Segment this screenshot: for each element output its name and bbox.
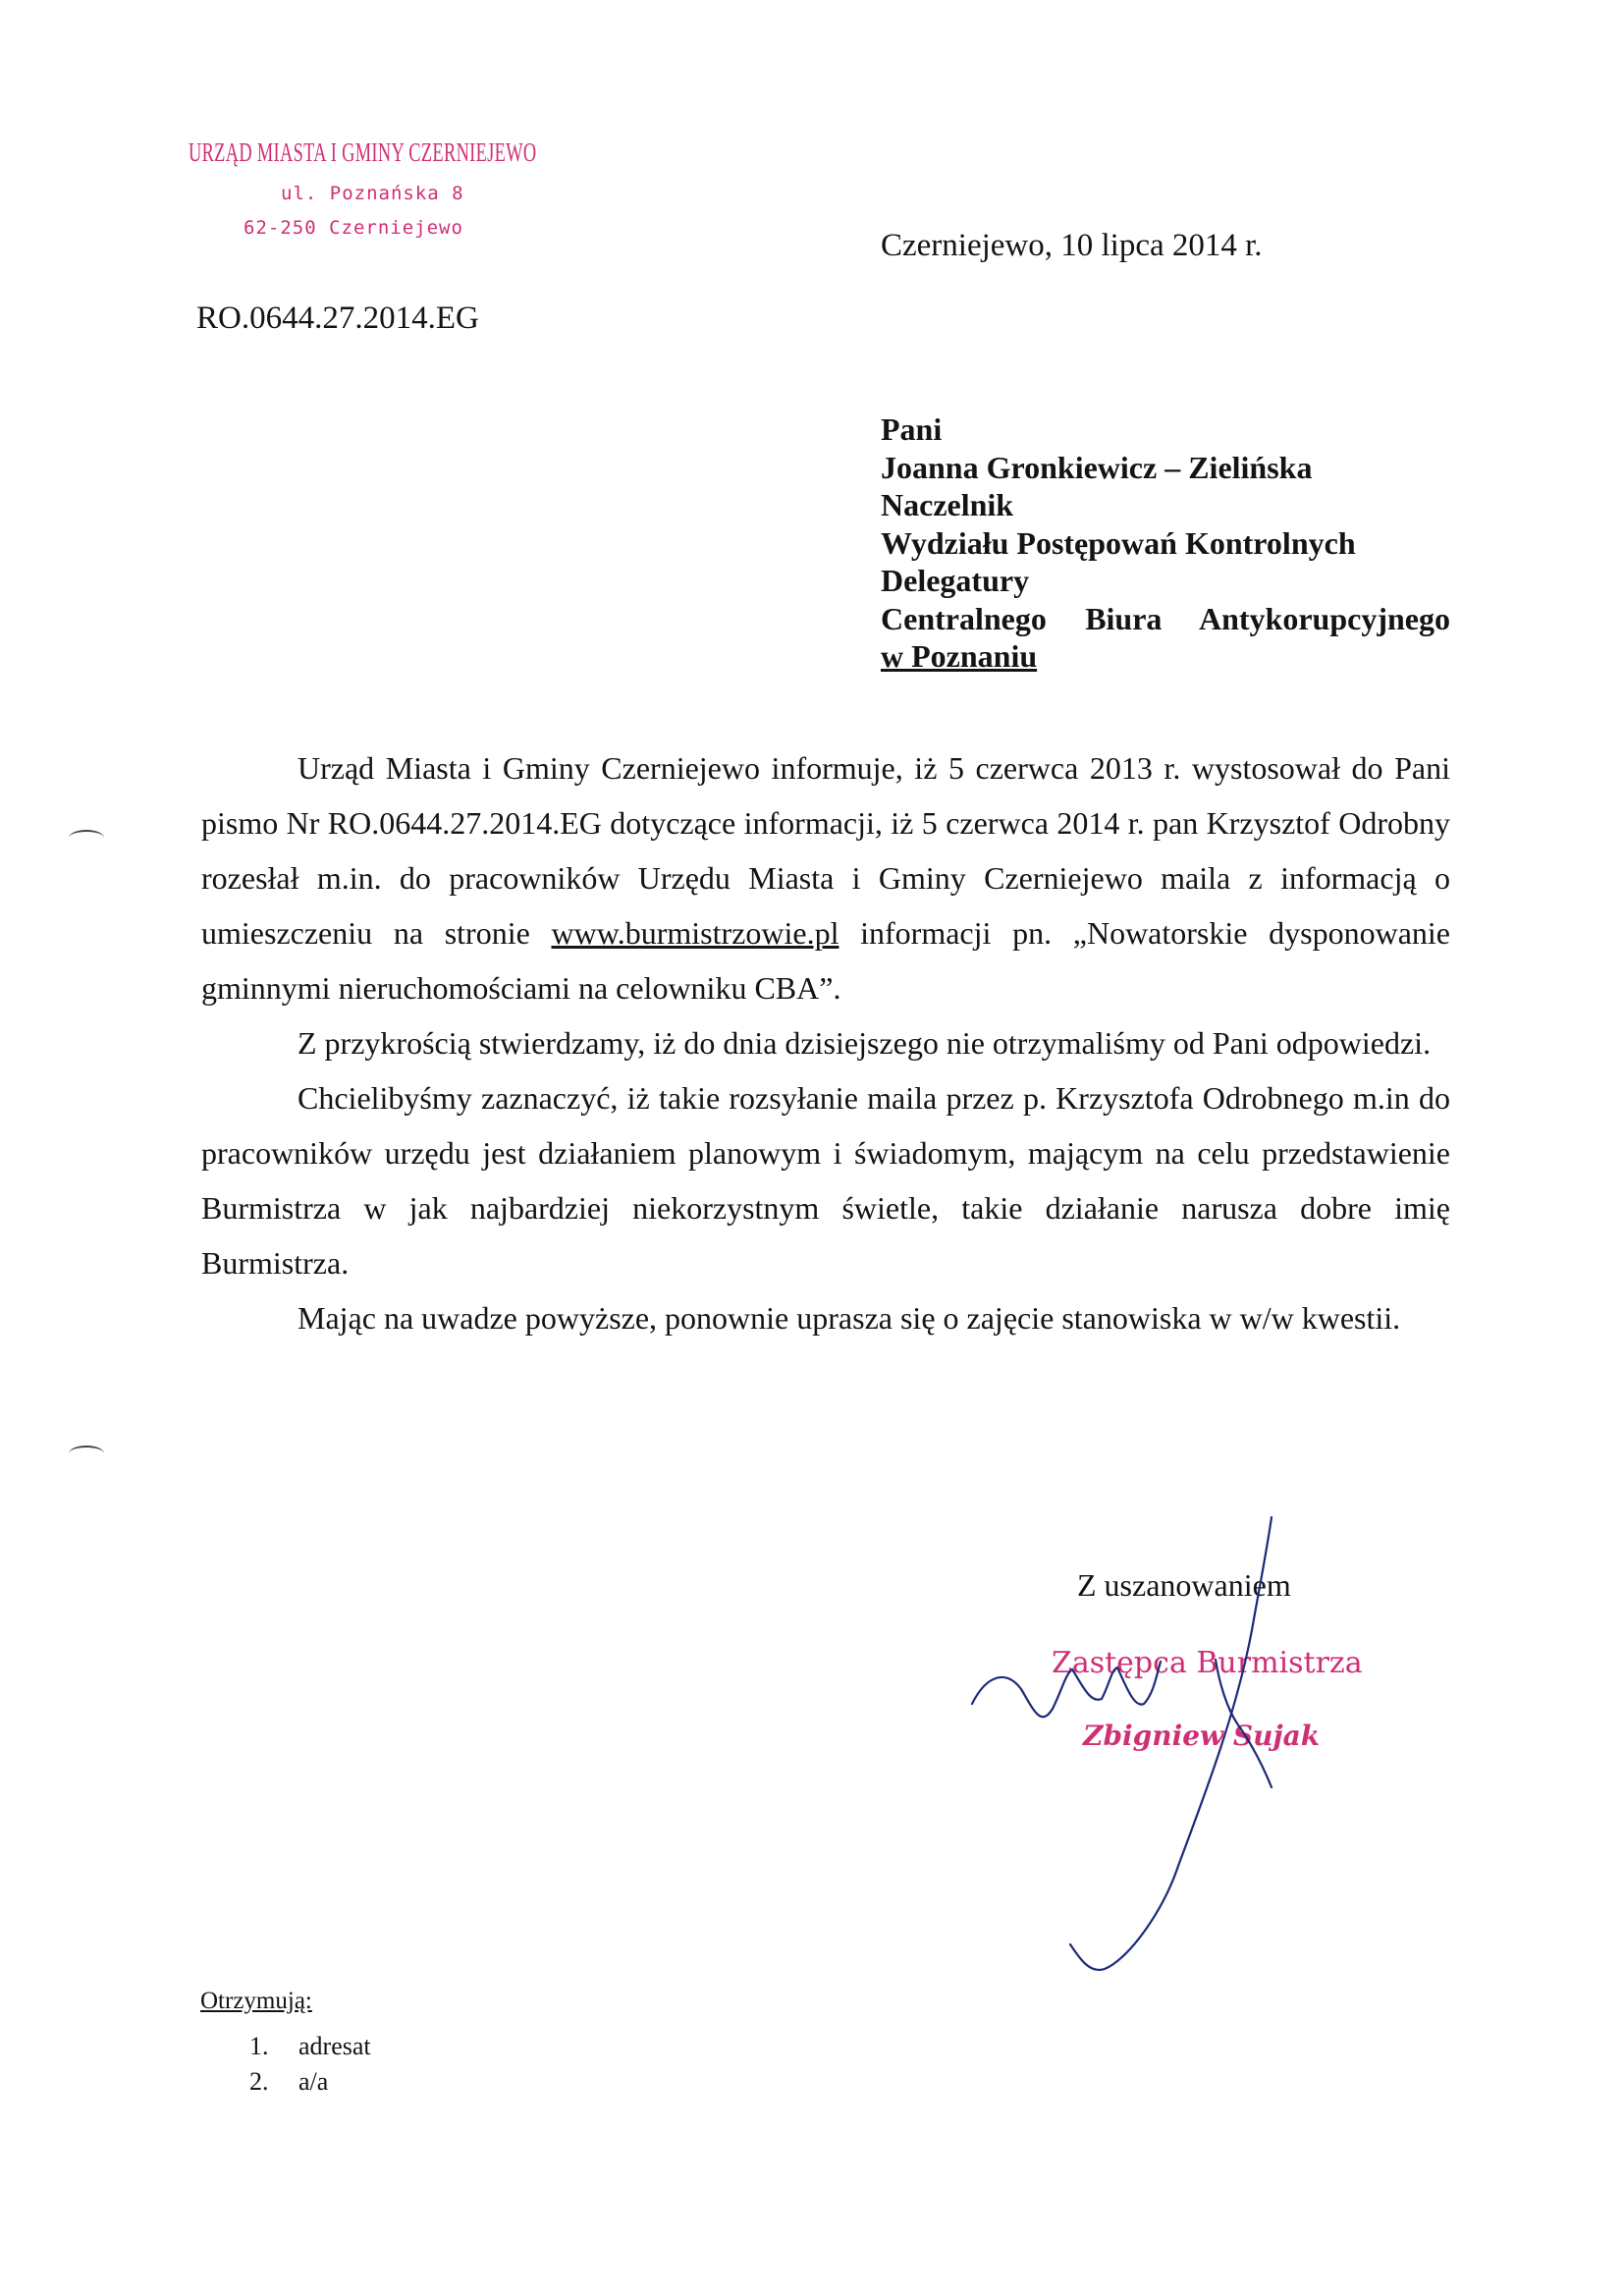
- recipient-address: [881, 410, 1450, 676]
- website-link[interactable]: www.burmistrzowie.pl: [551, 915, 839, 951]
- letterhead-office-name: URZĄD MIASTA I GMINY CZERNIEJEWO: [189, 137, 537, 167]
- body-paragraph-1-text-b: informacji pn. „Nowatorskie dysponowanie gminnymi nieruchomościami na celowniku CBA”.: [201, 915, 1451, 1006]
- letterhead-street: ul. Poznańska 8: [281, 183, 464, 204]
- body-paragraph-3: Chcielibyśmy zaznaczyć, iż takie rozsyłanie maila przez p. Krzysztofa Odrobnego m.in do pracowników urzędu jest działaniem planowym i świadomym, mającym na celu przedstawienie Burmistrza w jak najbardziej niekorzystnym świetle, takie działanie narusza dobre imię Burmistrza.: [201, 1080, 1450, 1281]
- list-item-label: adresat: [298, 2032, 371, 2060]
- signatory-name: Zbigniew Sujak: [1083, 1720, 1321, 1752]
- letter-body: [201, 740, 1450, 1345]
- body-paragraph-1-text-a: Urząd Miasta i Gminy Czerniejewo informuje, iż 5 czerwca 2013 r. wystosował do Pani pismo Nr RO.0644.27.2014.EG dotyczące informacji, iż 5 czerwca 2014 r. pan Krzysztof Odrobny rozesłał m.in. do pracowników Urzędu Miasta i Gminy Czerniejewo maila z informacją o umieszczeniu na stronie: [201, 750, 1450, 951]
- list-item: [249, 2029, 371, 2064]
- recipient-department: Wydziału Postępowań Kontrolnych: [881, 524, 1356, 561]
- recipient-city: w Poznaniu: [881, 638, 1038, 674]
- letterhead-postcode-city: 62-250 Czerniejewo: [244, 217, 463, 239]
- recipients-heading: Otrzymują:: [200, 1988, 312, 2014]
- list-item-number: 2.: [249, 2067, 269, 2096]
- fold-mark: [69, 830, 104, 846]
- recipients-list: [249, 2029, 371, 2100]
- letter-date: Czerniejewo, 10 lipca 2014 r.: [881, 228, 1263, 263]
- list-item: [249, 2064, 371, 2100]
- body-paragraph-2: Z przykrością stwierdzamy, iż do dnia dzisiejszego nie otrzymaliśmy od Pani odpowiedzi.: [298, 1025, 1432, 1061]
- list-item-label: a/a: [298, 2067, 329, 2096]
- reference-number: RO.0644.27.2014.EG: [196, 301, 479, 336]
- handwritten-signature: [943, 1512, 1355, 2003]
- signatory-title: Zastępca Burmistrza: [1052, 1646, 1363, 1680]
- fold-mark: [69, 1446, 104, 1461]
- closing-phrase: Z uszanowaniem: [1077, 1567, 1291, 1603]
- body-paragraph-1: [201, 740, 1450, 1015]
- recipient-institution: Centralnego Biura Antykorupcyjnego: [881, 600, 1450, 636]
- recipient-name: Joanna Gronkiewicz – Zielińska: [881, 449, 1313, 485]
- list-item-number: 1.: [249, 2032, 269, 2060]
- recipient-delegation: Delegatury: [881, 563, 1030, 598]
- body-paragraph-4: Mając na uwadze powyższe, ponownie uprasza się o zajęcie stanowiska w w/w kwestii.: [298, 1300, 1401, 1336]
- recipient-salutation: Pani: [881, 411, 943, 447]
- recipient-position: Naczelnik: [881, 487, 1014, 522]
